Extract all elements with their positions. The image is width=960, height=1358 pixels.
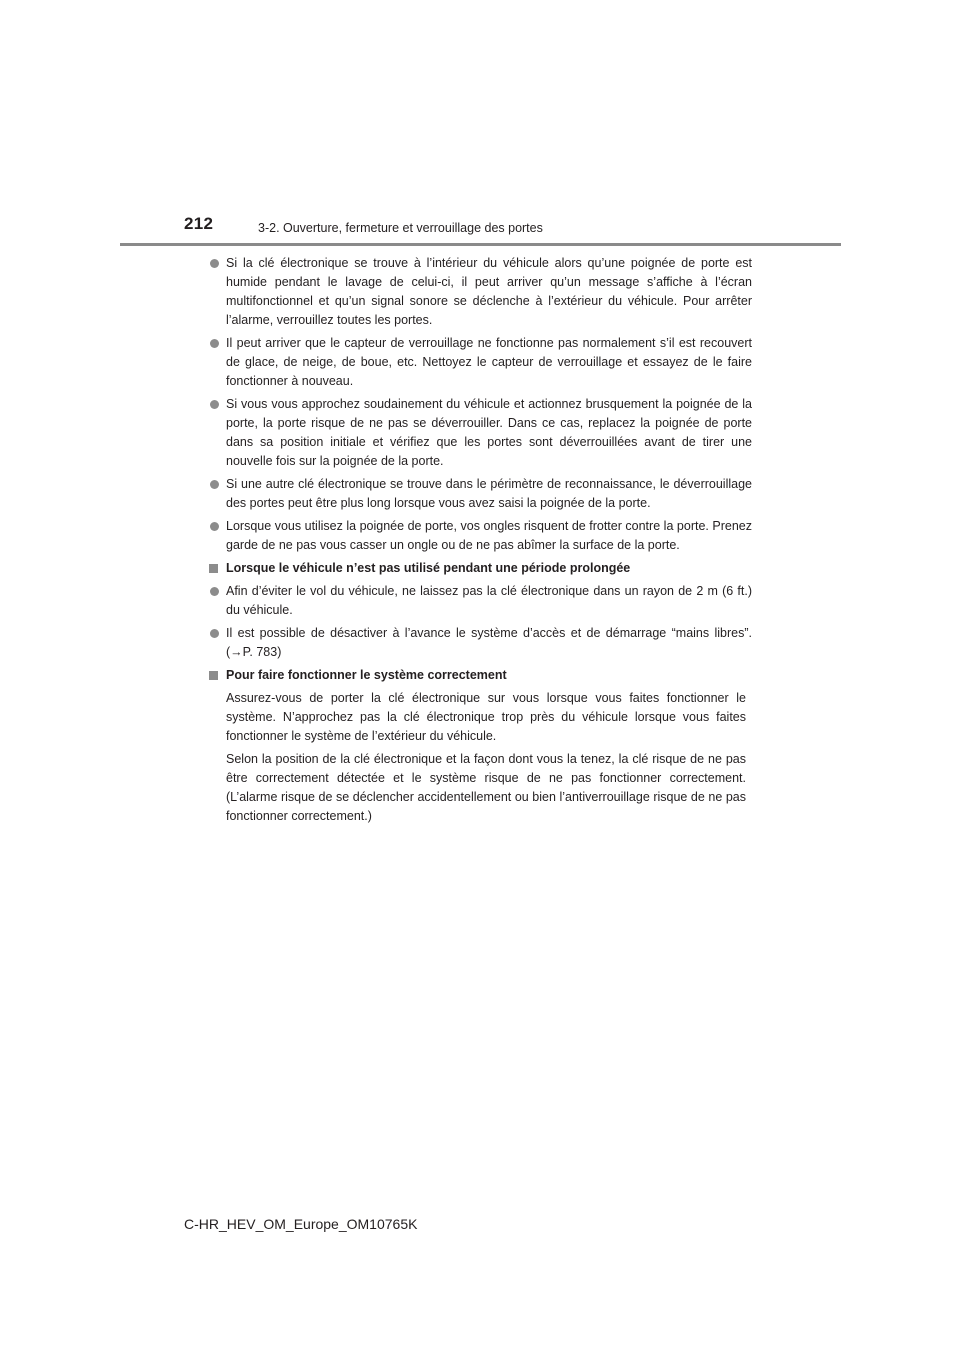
bullet-text: Si la clé électronique se trouve à l’intérieur du véhicule alors qu’une poignée de porte est humide pendant le lavage de celui-ci, il peut arriver qu’un message s’affiche à l’écran multifonctionnel et qu’un signal sonore se déclenche à l’extérieur du véhicule. Pour arrêter l’alarme, verrouillez toutes les portes. [226,256,752,327]
paragraph: Selon la position de la clé électronique et la façon dont vous la tenez, la clé risque de ne pas être correctement détectée et le système risque de ne pas fonctionner correctement. (L’alarme risque de se déclencher accidentellement ou bien l’antiverrouillage risque de ne pas fonctionner correctement.) [226,752,746,823]
bullet-item [206,395,752,471]
bullet-text: Si une autre clé électronique se trouve dans le périmètre de reconnaissance, le déverrouillage des portes peut être plus long lorsque vous avez saisi la poignée de la porte. [226,477,752,510]
bullet-text: Lorsque vous utilisez la poignée de porte, vos ongles risquent de frotter contre la porte. Prenez garde de ne pas vous casser un ongle ou de ne pas abîmer la surface de la porte. [226,519,752,552]
bullet-item [206,517,752,555]
bullet-circle-icon [210,629,219,638]
bullet-circle-icon [210,339,219,348]
section-heading-correct-operation [206,666,752,685]
footer-document-code: C-HR_HEV_OM_Europe_OM10765K [184,1216,418,1232]
bullet-item [206,624,752,662]
paragraph: Assurez-vous de porter la clé électronique sur vous lorsque vous faites fonctionner le système. N’approchez pas la clé électronique trop près du véhicule lorsque vous faites fonctionner le système de l’extérieur du véhicule. [226,691,746,743]
bullet-text: Afin d’éviter le vol du véhicule, ne laissez pas la clé électronique dans un rayon de 2 m (6 ft.) du véhicule. [226,584,752,617]
bullet-item [206,582,752,620]
bullet-item [206,334,752,391]
heading-square-icon [209,671,218,680]
bullet-circle-icon [210,259,219,268]
heading-text: Lorsque le véhicule n’est pas utilisé pendant une période prolongée [226,561,631,575]
section-heading-long-term [206,559,752,578]
section-title: 3-2. Ouverture, fermeture et verrouillage des portes [258,221,543,235]
page-content [206,254,752,830]
heading-text: Pour faire fonctionner le système correctement [226,668,507,682]
bullet-circle-icon [210,480,219,489]
header-divider [120,243,841,246]
bullet-circle-icon [210,400,219,409]
bullet-text: Si vous vous approchez soudainement du véhicule et actionnez brusquement la poignée de la porte, la porte risque de ne pas se déverrouiller. Dans ce cas, replacez la poignée de porte dans sa position initiale et vérifiez que les portes sont déverrouillées avant de tirer une nouvelle fois sur la poignée de la porte. [226,397,752,468]
heading-square-icon [209,564,218,573]
bullet-text: Il peut arriver que le capteur de verrouillage ne fonctionne pas normalement s’il est recouvert de glace, de neige, de boue, etc. Nettoyez le capteur de verrouillage et essayez de le faire fonctionner à nouveau. [226,336,752,388]
bullet-circle-icon [210,587,219,596]
page-number: 212 [184,214,214,233]
bullet-item [206,475,752,513]
bullet-text: Il est possible de désactiver à l’avance le système d’accès et de démarrage “mains libres”. (→P. 783) [226,626,752,659]
bullet-circle-icon [210,522,219,531]
bullet-item [206,254,752,330]
